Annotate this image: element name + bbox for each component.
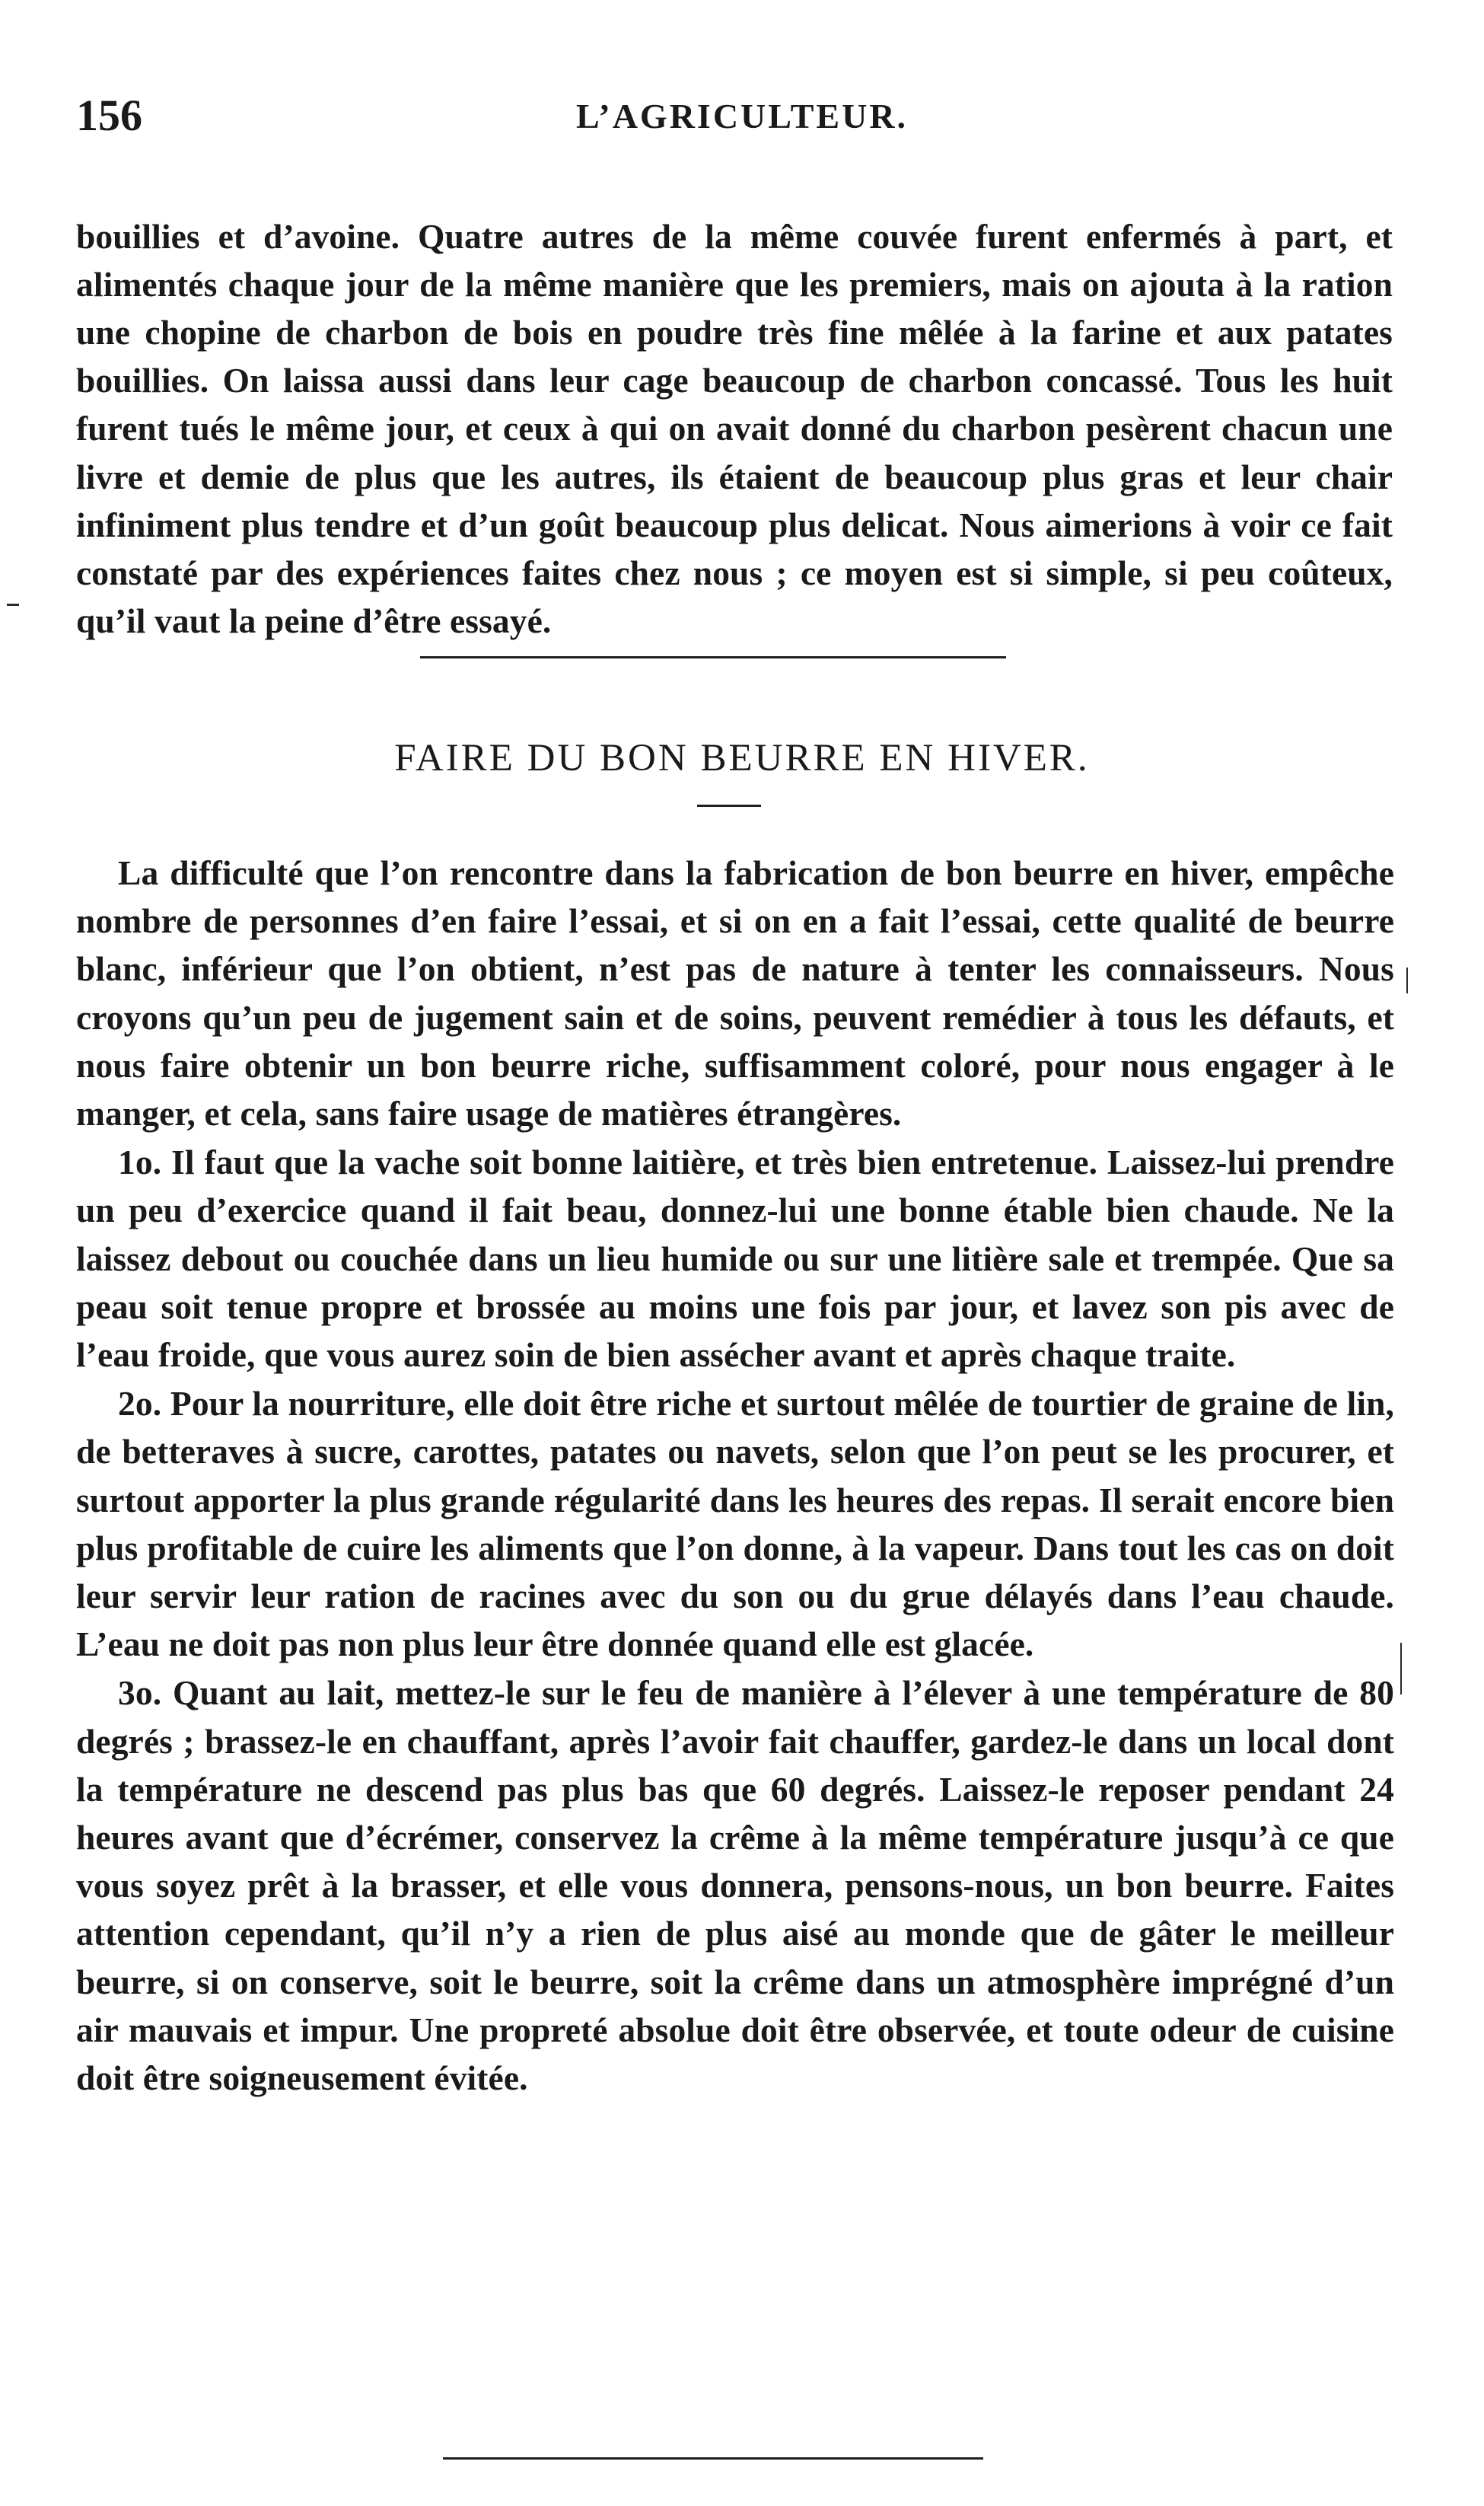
section-body bbox=[76, 849, 1394, 2102]
paragraph-first-point: 1o. Il faut que la vache soit bonne laitière, et très bien entretenue. Laissez-lui prendre un peu d’exercice quand il fait beau, donnez-lui une bonne étable bien chaude. Ne la laissez debout ou couchée dans un lieu humide ou sur une litière sale et trempée. Que sa peau soit tenue propre et brossée au moins une fois par jour, et lavez son pis avec de l’eau froide, que vous aurez soin de bien assécher avant et après chaque traite. bbox=[76, 1143, 1394, 1375]
paragraph-third-point: 3o. Quant au lait, mettez-le sur le feu de manière à l’élever à une température de 80 degrés ; brassez-le en chauffant, après l’avoir fait chauffer, gardez-le dans un local dont la température ne descend pas plus bas que 60 degrés. Laissez-le reposer pendant 24 heures avant que d’écrémer, conservez la crême à la même température jusqu’à ce que vous soyez prêt à la brasser, et elle vous donnera, pensons-nous, un bon beurre. Faites attention cependant, qu’il n’y a rien de plus aisé au monde que de gâter le meilleur beurre, si on conserve, soit le beurre, soit la crême dans un atmosphère imprégné d’un air mauvais et impur. Une propreté absolue doit être observée, et toute odeur de cuisine doit être soigneusement évitée. bbox=[76, 1673, 1394, 2098]
section-title: FAIRE DU BON BEURRE EN HIVER. bbox=[394, 737, 1090, 780]
page-number: 156 bbox=[76, 91, 142, 140]
paragraph-second-point: 2o. Pour la nourriture, elle doit être riche et surtout mêlée de tourtier de graine de lin, de betteraves à sucre, carottes, patates ou navets, selon que l’on peut se les procurer, et surtout apporter la plus grande régularité dans les heures des repas. Il serait encore bien plus profitable de cuire les aliments que l’on donne, à la vapeur. Dans tout les cas on doit leur servir leur ration de racines avec du son ou du grue délayés dans l’eau chaude. L’eau ne doit pas non plus leur être donnée quand elle est glacée. bbox=[76, 1384, 1394, 1664]
section-divider-top bbox=[420, 656, 1006, 658]
section-divider-short bbox=[697, 805, 761, 807]
page-header bbox=[76, 90, 1408, 151]
margin-bar bbox=[1400, 1643, 1402, 1695]
intro-paragraph: bouillies et d’avoine. Quatre autres de la même couvée furent enfermés à part, et alimentés chaque jour de la même manière que les premiers, mais on ajouta à la ration une chopine de charbon de bois en poudre très fine mêlée à la farine et aux patates bouillies. On laissa aussi dans leur cage beaucoup de charbon concassé. Tous les huit furent tués le même jour, et ceux à qui on avait donné du charbon pesèrent chacun une livre et demie de plus que les autres, ils étaient de beaucoup plus gras et leur chair infiniment plus tendre et d’un goût beaucoup plus delicat. Nous aimerions à voir ce fait constaté par des expériences faites chez nous ; ce moyen est si simple, si peu coûteux, qu’il vaut la peine d’être essayé. bbox=[76, 216, 1393, 641]
paragraph-introduction: La difficulté que l’on rencontre dans la fabrication de bon beurre en hiver, empêche nombre de personnes d’en faire l’essai, et si on en a fait l’essai, cette qualité de beurre blanc, inférieur que l’on obtient, n’est pas de nature à tenter les connaisseurs. Nous croyons qu’un peu de jugement sain et de soins, peuvent remédier à tous les défauts, et nous faire obtenir un bon beurre riche, suffisamment coloré, pour nous engager à le manger, et cela, sans faire usage de matières étrangères. bbox=[76, 853, 1394, 1133]
running-title: L’AGRICULTEUR. bbox=[575, 97, 909, 136]
margin-mark bbox=[7, 604, 19, 606]
margin-tick bbox=[1406, 968, 1408, 993]
section-divider-bottom bbox=[443, 2457, 983, 2460]
